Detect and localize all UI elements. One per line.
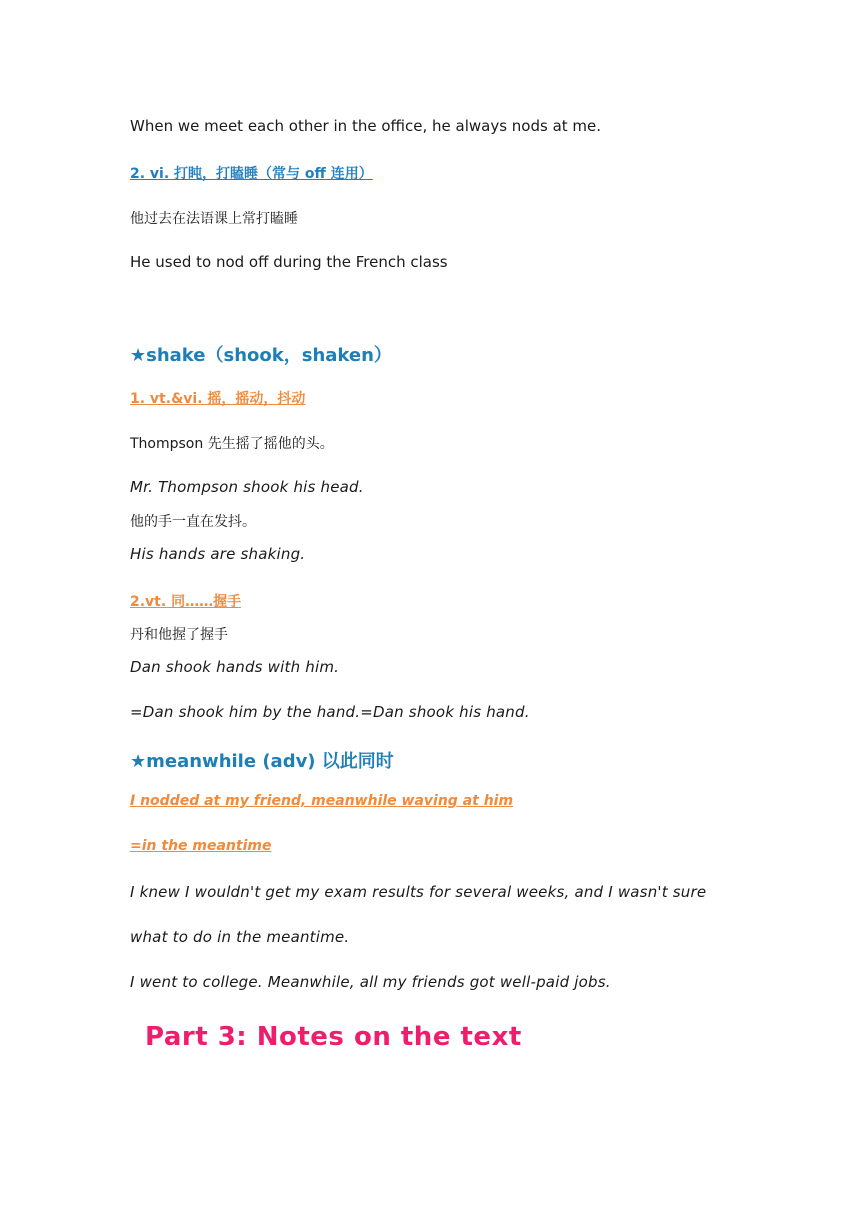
chinese-example-hands-shaking: 他的手一直在发抖。 xyxy=(130,514,256,530)
example-sentence-college: I went to college. Meanwhile, all my friends got well-paid jobs. xyxy=(130,973,611,991)
sense-heading-shake-1: 1. vt.&vi. 摇，摇动，抖动 xyxy=(130,391,306,407)
example-sentence-exam-results-2: what to do in the meantime. xyxy=(130,928,350,946)
chinese-example-nod-off: 他过去在法语课上常打瞌睡 xyxy=(130,211,298,227)
synonym-in-the-meantime: =in the meantime xyxy=(130,838,272,854)
sense-heading-nod-off: 2. vi. 打盹，打瞌睡（常与 off 连用） xyxy=(130,166,373,182)
word-heading-meanwhile: ★meanwhile (adv) 以此同时 xyxy=(130,751,394,772)
example-sentence-shake-head: Mr. Thompson shook his head. xyxy=(130,478,364,496)
example-sentence-hands-shaking: His hands are shaking. xyxy=(130,545,306,563)
example-sentence-nod: When we meet each other in the office, he always nods at me. xyxy=(130,117,602,135)
example-sentence-shake-hand-variants: =Dan shook him by the hand.=Dan shook his hand. xyxy=(130,703,530,721)
chinese-example-shake-hands: 丹和他握了握手 xyxy=(130,627,228,643)
chinese-example-shake-head: Thompson 先生摇了摇他的头。 xyxy=(130,436,334,452)
example-meanwhile-waving: I nodded at my friend, meanwhile waving at him xyxy=(130,793,514,809)
example-sentence-nod-off: He used to nod off during the French class xyxy=(130,253,448,271)
part-title: Part 3: Notes on the text xyxy=(145,1022,522,1052)
word-heading-shake: ★shake（shook，shaken） xyxy=(130,345,392,366)
sense-heading-shake-2: 2.vt. 同……握手 xyxy=(130,594,242,610)
example-sentence-exam-results-1: I knew I wouldn't get my exam results for several weeks, and I wasn't sure xyxy=(130,883,707,901)
example-sentence-shake-hands: Dan shook hands with him. xyxy=(130,658,340,676)
